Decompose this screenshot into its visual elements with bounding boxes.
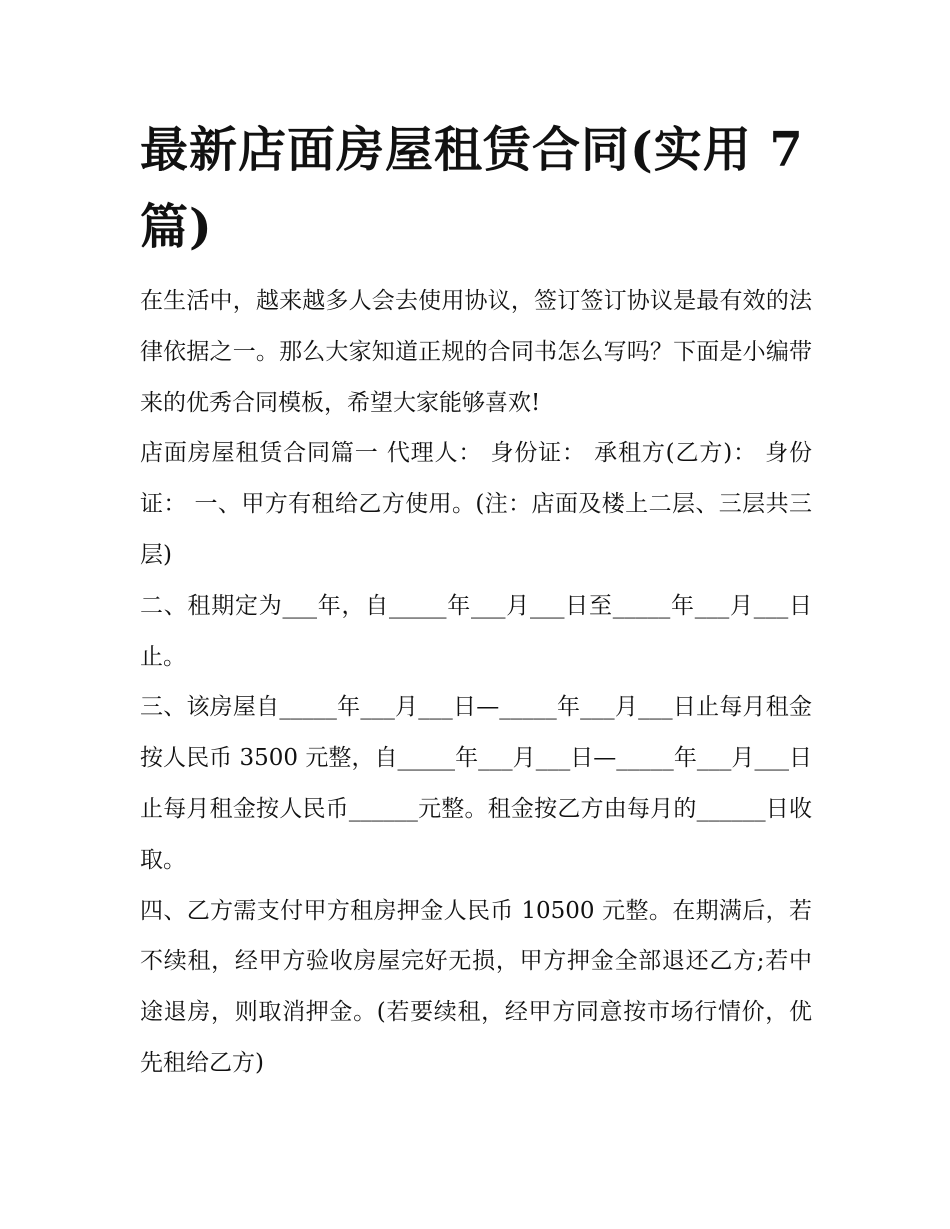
lease-term-paragraph: 二、租期定为___年，自_____年___月___日至_____年___月___日止。: [140, 592, 812, 670]
contract-parties-paragraph: 店面房屋租赁合同篇一 代理人： 身份证： 承租方(乙方)： 身份证： 一、甲方有租给乙方使用。(注：店面及楼上二层、三层共三层): [140, 440, 812, 568]
document-body: [140, 276, 812, 1089]
rent-paragraph: 三、该房屋自_____年___月___日—_____年___月___日止每月租金按人民币 3500 元整，自_____年___月___日—_____年___月___日止每月租金按人民币______元整。租金按乙方由每月的______日收取。: [140, 694, 812, 873]
deposit-paragraph: 四、乙方需支付甲方租房押金人民币 10500 元整。在期满后，若不续租，经甲方验收房屋完好无损，甲方押金全部退还乙方;若中途退房，则取消押金。(若要续租，经甲方同意按市场行情价，优先租给乙方): [140, 897, 812, 1076]
document-title: 最新店面房屋租赁合同(实用 7 篇): [140, 122, 804, 255]
intro-paragraph: 在生活中，越来越多人会去使用协议，签订签订协议是最有效的法律依据之一。那么大家知道正规的合同书怎么写吗？下面是小编带来的优秀合同模板，希望大家能够喜欢!: [140, 288, 812, 416]
